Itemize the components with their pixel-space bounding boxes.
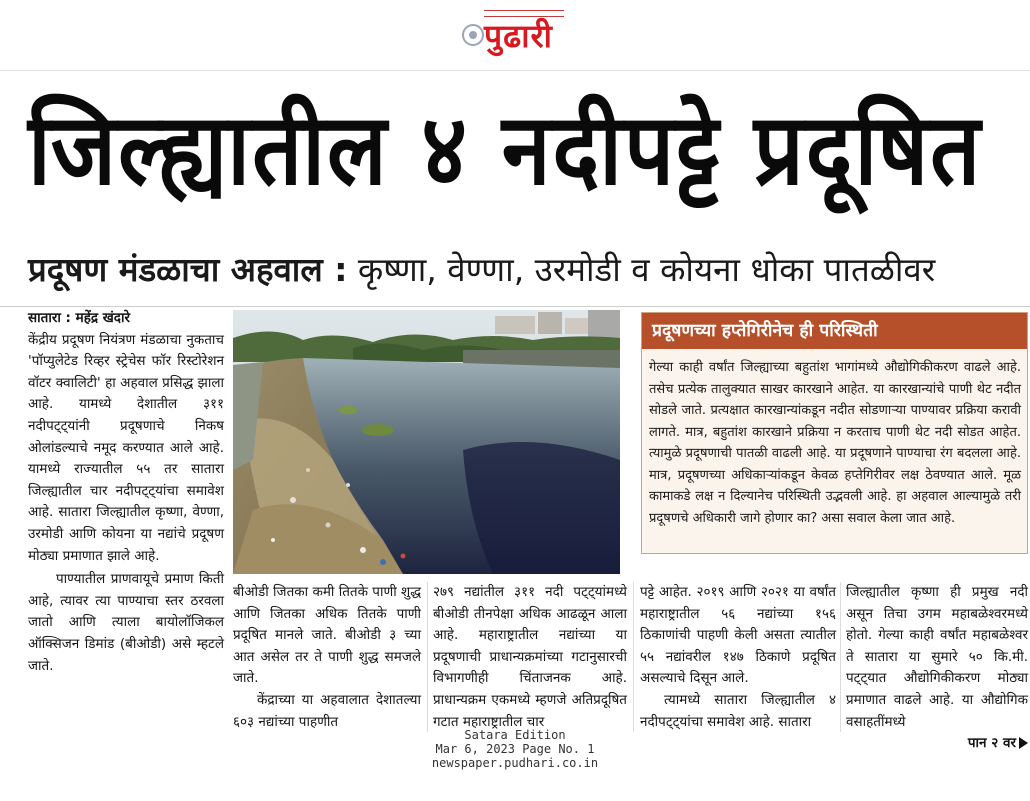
river-pollution-photo (233, 310, 620, 574)
sidebar-box-title: प्रदूषणच्या हप्तेगिरीनेच ही परिस्थिती (642, 313, 1027, 349)
sidebar-box (641, 312, 1028, 554)
continued-text: पान २ वर (967, 735, 1016, 752)
article-column-3 (433, 582, 627, 732)
column-divider (427, 582, 428, 732)
article-column-2 (233, 582, 421, 732)
website-link[interactable]: newspaper.pudhari.co.in (431, 756, 599, 770)
section-divider (0, 306, 1030, 307)
emblem-icon (462, 24, 484, 46)
article-column-5 (846, 582, 1028, 752)
subheadline-rest: कृष्णा, वेण्णा, उरमोडी व कोयना धोका पातळीवर (347, 250, 936, 289)
article-paragraph: जिल्ह्यातील कृष्णा ही प्रमुख नदी असून तिचा उगम महाबळेश्वरमध्ये होतो. गेल्या काही वर्षांत महाबळेश्वर ते सातारा या सुमारे ५० कि.मी. पट्ट्यात औद्योगिकीकरण मोठ्या प्रमाणात वाढले आहे. या औद्योगिक वसाहतींमध्ये (846, 584, 1028, 730)
article-paragraph: केंद्राच्या या अहवालात देशातल्या ६०३ नद्यांच्या पाहणीत (233, 691, 421, 730)
page-footer (0, 728, 1030, 770)
article-column-1 (28, 308, 224, 728)
dateline: सातारा : महेंद्र खंदारे (28, 310, 130, 326)
article-paragraph: २७९ नद्यांतील ३११ नदी पट्ट्यांमध्ये बीओडी तीनपेक्षा अधिक आढळून आला आहे. महाराष्ट्रातील नद्यांच्या या प्रदूषणाची प्राधान्यक्रमांच्या गटानुसारची विभागणीही चिंताजनक आहे. प्राधान्यक्रम एकमध्ये म्हणजे अतिप्रदूषित गटात महाराष्ट्रातील चार (433, 584, 627, 730)
edition-label: Satara Edition (464, 728, 566, 742)
column-divider (633, 582, 634, 732)
column-divider (840, 582, 841, 732)
article-paragraph: बीओडी जितका कमी तितके पाणी शुद्ध आणि जितका अधिक तितके पाणी प्रदूषित मानले जाते. बीओडी ३ च्या आत असेल तर ते पाणी शुद्ध समजले जाते. (233, 584, 421, 687)
article-paragraph: केंद्रीय प्रदूषण नियंत्रण मंडळाचा नुकताच 'पॉप्युलेटेड रिव्हर स्ट्रेचेस फॉर रिस्टोरेशन वॉटर क्वालिटी' हा अहवाल प्रसिद्ध झाला आहे. यामध्ये देशातील ३११ नदीपट्ट्यांनी प्रदूषणाचे निकष ओलांडल्याचे नमूद करण्यात आले आहे. यामध्ये राज्यातील ५५ तर सातारा जिल्ह्यातील चार नदीपट्ट्यांचा समावेश आहे. सातारा जिल्ह्यातील कृष्णा, वेण्णा, उरमोडी आणि कोयना या नद्यांचे प्रदूषण मोठ्या प्रमाणात झाले आहे. (28, 331, 224, 564)
subheadline-bold: प्रदूषण मंडळाचा अहवाल : (28, 250, 348, 289)
article-column-4 (640, 582, 836, 732)
date-page-label: Mar 6, 2023 Page No. 1 (435, 742, 595, 756)
sidebar-box-body: गेल्या काही वर्षांत जिल्ह्याच्या बहुतांश भागांमध्ये औद्योगिकीकरण वाढले आहे. तसेच प्रत्येक तालुक्यात साखर कारखाने आहेत. या कारखान्यांचे पाणी थेट नदीत सोडले जाते. प्रत्यक्षात कारखान्यांकडून नदीत सोडणाऱ्या पाण्यावर प्रक्रिया करावी लागते. मात्र, बहुतांश कारखाने प्रक्रिया न करताच पाणी थेट नदी सोडत आहेत. त्यामुळे प्रदूषणाची पातळी वाढली आहे. या प्रदूषणाने पाण्याचा रंग बदलला आहे. मात्र, प्रदूषणच्या अधिकाऱ्यांकडून केवळ हप्तेगिरीवर लक्ष ठेवण्यात आले. मूळ कामाकडे लक्ष न दिल्यानेच परिस्थिती उद्भवली आहे. हा अहवाल आल्यामुळे तरी प्रदूषणचे अधिकारी जागे होणार का? असा सवाल केला जात आहे. (649, 360, 1021, 526)
article-paragraph: पाण्यातील प्राणवायूचे प्रमाण किती आहे, त्यावर त्या पाण्याचा स्तर ठरवला जातो आणि त्याला बायोलॉजिकल ऑक्सिजन डिमांड (बीओडी) असे म्हटले जाते. (28, 571, 224, 674)
logo-text: पुढारी (484, 17, 553, 55)
newspaper-logo[interactable] (462, 6, 572, 58)
masthead (0, 0, 1030, 71)
article-paragraph: पट्टे आहेत. २०१९ आणि २०२१ या वर्षांत महाराष्ट्रातील ५६ नद्यांच्या १५६ ठिकाणांची पाहणी केली असता त्यातील ५५ नद्यांवरील १४७ ठिकाणे प्रदूषित असल्याचे दिसून आले. (640, 584, 836, 687)
subheadline (28, 245, 1028, 295)
article-paragraph: त्यामध्ये सातारा जिल्ह्यातील ४ नदीपट्ट्यांचा समावेश आहे. सातारा (640, 691, 836, 730)
main-headline: जिल्ह्यातील ४ नदीपट्टे प्रदूषित (28, 91, 983, 208)
